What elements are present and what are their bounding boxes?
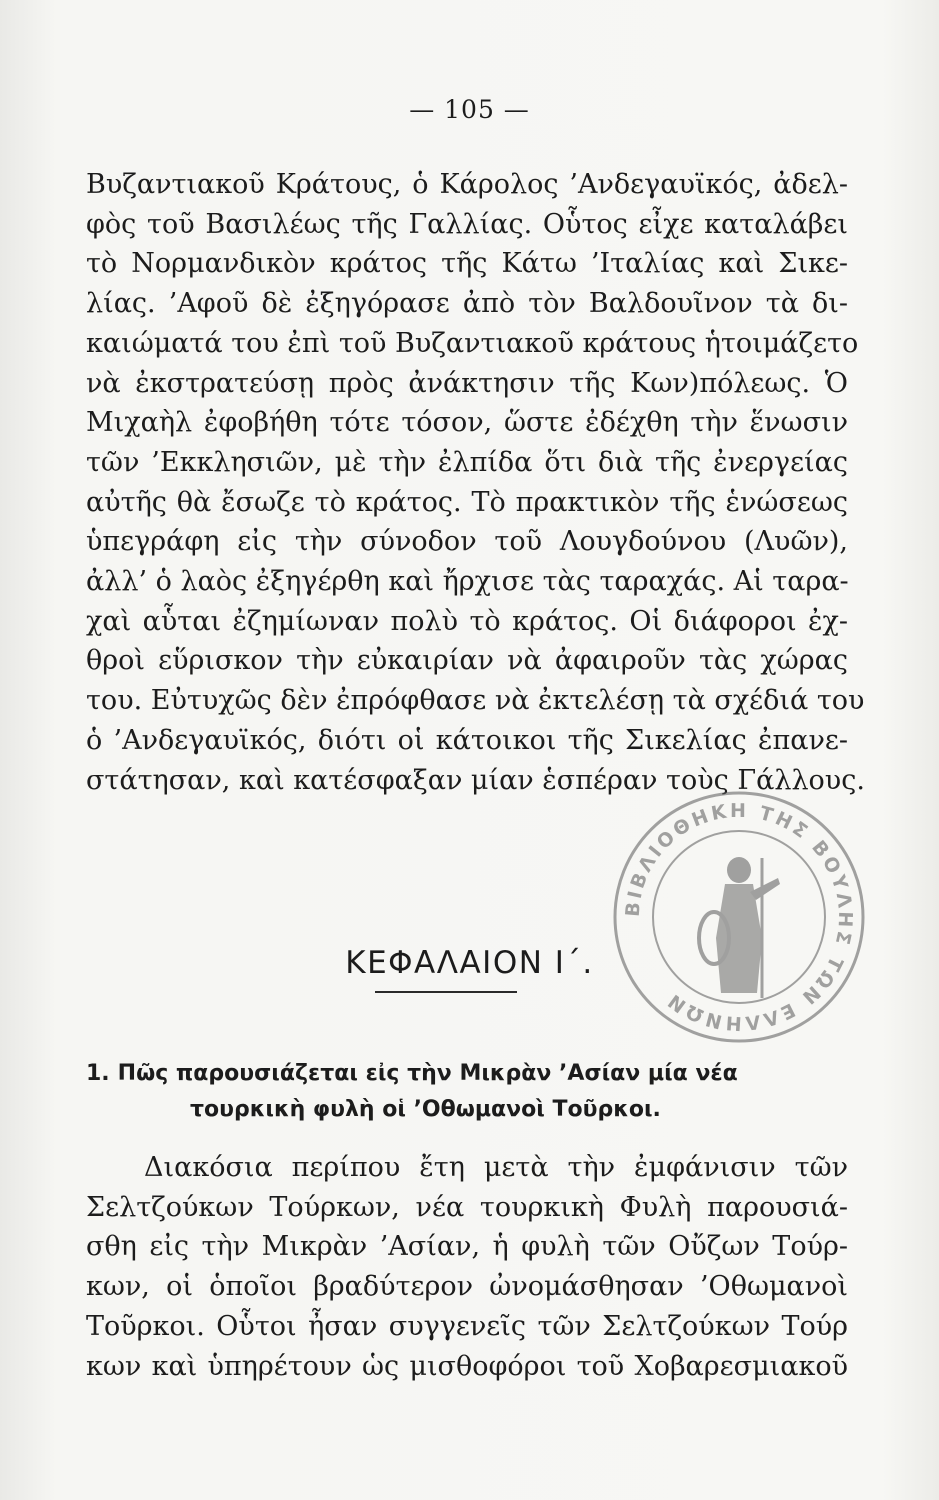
section-heading <box>86 1056 848 1128</box>
section-number: 1. <box>86 1061 110 1086</box>
page-number: — 105 — <box>409 95 530 124</box>
paragraph-1 <box>86 165 865 800</box>
section-heading-line-1 <box>86 1056 848 1092</box>
chapter-heading: ΚΕΦΑΛΑΙΟΝ Ι΄. <box>345 945 594 981</box>
library-stamp <box>610 788 868 1046</box>
section-title-line-1: Πῶς παρουσιάζεται εἰς τὴν Μικρὰν ’Ασίαν μία νέα <box>117 1061 738 1086</box>
text-line: ὁ ’Ανδεγαυϊκός, διότι οἱ κάτοικοι τῆς Σικελίας ἐπανε- <box>86 724 848 756</box>
chapter-divider <box>375 991 517 993</box>
text-line: τὸ Νορμανδικὸν κράτος τῆς Κάτω ’Ιταλίας καὶ Σικε- <box>86 248 848 280</box>
text-line: κων καὶ ὑπηρέτουν ὡς μισθοφόροι τοῦ Χοβαρεσμιακοῦ <box>86 1350 848 1382</box>
text-line: λίας. ’Αφοῦ δὲ ἐξηγόρασε ἀπὸ τὸν Βαλδουῖνον τὰ δι- <box>86 288 848 320</box>
text-line: Μιχαὴλ ἐφοβήθη τότε τόσον, ὥστε ἐδέχθη τὴν ἕνωσιν <box>86 407 848 439</box>
text-line: νὰ ἐκστρατεύσῃ πρὸς ἀνάκτησιν τῆς Κων)πόλεως. Ὁ <box>86 367 848 399</box>
text-line: Σελτζούκων Τούρκων, νέα τουρκικὴ Φυλὴ παρουσιά- <box>86 1191 848 1223</box>
text-line: του. Εὐτυχῶς δὲν ἐπρόφθασε νὰ ἐκτελέσῃ τὰ σχέδιά του <box>86 685 865 717</box>
text-line: Βυζαντιακοῦ Κράτους, ὁ Κάρολος ’Ανδεγαυϊκός, ἀδελ- <box>86 169 848 200</box>
stamp-text: ΒΙΒΛΙΟΘΗΚΗ ΤΗΣ ΒΟΥΛΗΣ ΤΩΝ ΕΛΛΗΝΩΝ <box>621 799 857 1035</box>
text-line: σθη εἰς τὴν Μικρὰν ’Ασίαν, ἡ φυλὴ τῶν Οὔζων Τούρ- <box>86 1231 848 1263</box>
text-line: καιώματά του ἐπὶ τοῦ Βυζαντιακοῦ κράτους ἡτοιμάζετο <box>86 327 859 359</box>
text-line: ὑπεγράφη εἰς τὴν σύνοδον τοῦ Λουγδούνου (Λυῶν), <box>86 526 848 558</box>
text-line: θροὶ εὕρισκον τὴν εὐκαιρίαν νὰ ἀφαιροῦν τὰς χώρας <box>86 645 848 677</box>
stamp-ink <box>615 793 863 1041</box>
text-line: Διακόσια περίπου ἔτη μετὰ τὴν ἐμφάνισιν τῶν <box>144 1152 848 1183</box>
text-line: ἀλλ’ ὁ λαὸς ἐξηγέρθη καὶ ἤρχισε τὰς ταραχάς. Αἱ ταρα- <box>86 566 849 598</box>
text-line: φὸς τοῦ Βασιλέως τῆς Γαλλίας. Οὗτος εἶχε καταλάβει <box>86 208 848 240</box>
text-line: τῶν ’Εκκλησιῶν, μὲ τὴν ἐλπίδα ὅτι διὰ τῆς ἐνεργείας <box>86 446 848 478</box>
text-line: κων, οἱ ὁποῖοι βραδύτερον ὠνομάσθησαν ’Οθωμανοὶ <box>86 1271 848 1303</box>
paragraph-2 <box>86 1148 848 1386</box>
section-title-line-2: τουρκικὴ φυλὴ οἱ ’Οθωμανοὶ Τοῦρκοι. <box>190 1097 661 1122</box>
text-line: Τοῦρκοι. Οὗτοι ἦσαν συγγενεῖς τῶν Σελτζούκων Τούρ <box>86 1310 848 1342</box>
text-line: στάτησαν, καὶ κατέσφαξαν μίαν ἑσπέραν τοὺς Γάλλους. <box>86 764 865 796</box>
text-line: αὐτῆς θὰ ἔσωζε τὸ κράτος. Τὸ πρακτικὸν τῆς ἑνώσεως <box>86 486 848 518</box>
text-line: χαὶ αὗται ἐζημίωναν πολὺ τὸ κράτος. Οἱ διάφοροι ἐχ- <box>86 605 848 637</box>
